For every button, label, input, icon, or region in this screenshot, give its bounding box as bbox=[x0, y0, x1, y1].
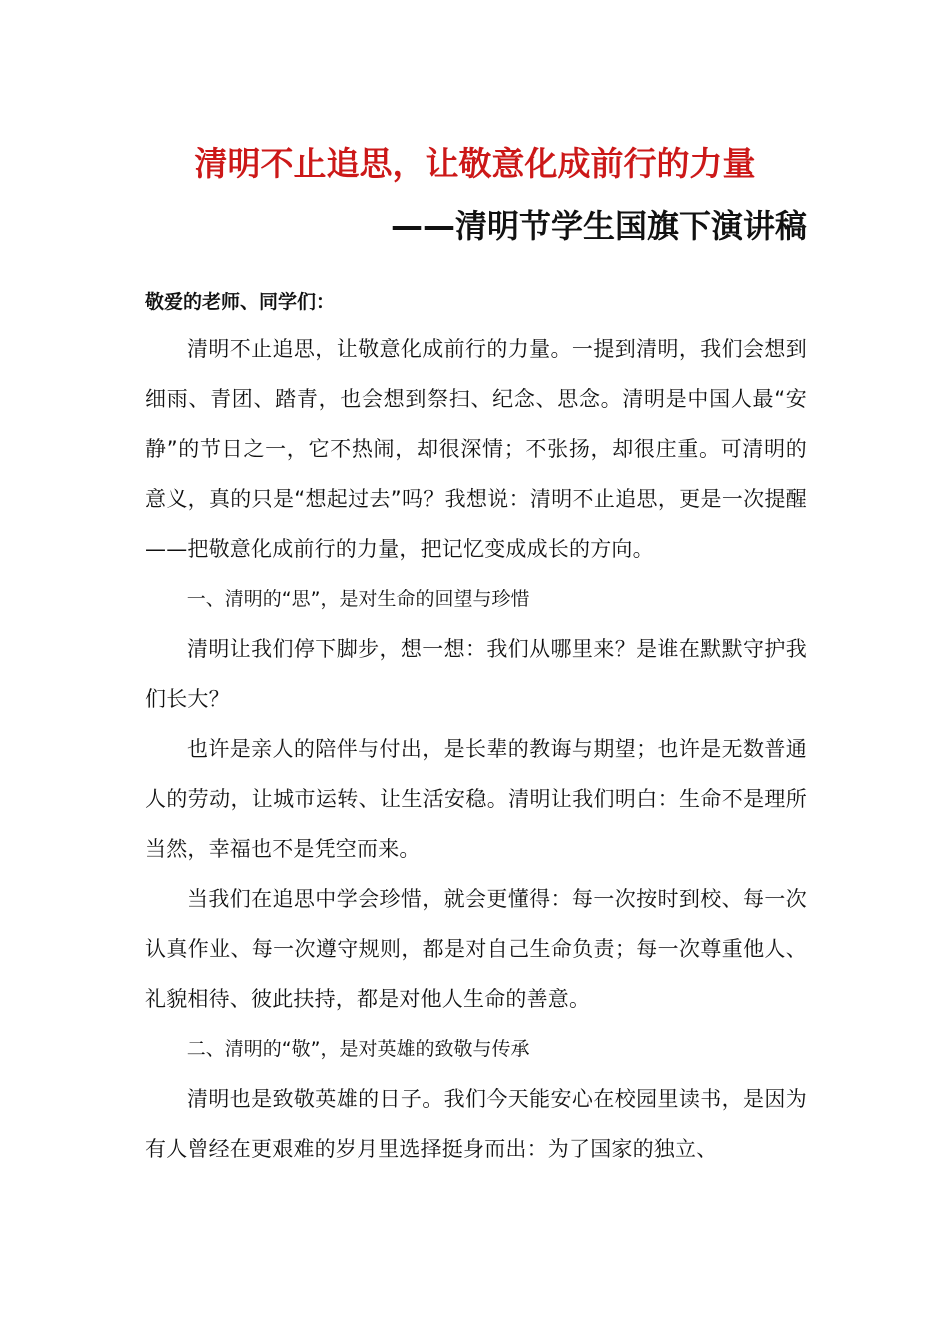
document-subtitle: ——清明节学生国旗下演讲稿 bbox=[390, 207, 807, 245]
paragraph: 清明让我们停下脚步，想一想：我们从哪里来？是谁在默默守护我们长大？ bbox=[145, 637, 807, 711]
speech-body bbox=[145, 324, 807, 1174]
paragraph-intro: 清明不止追思，让敬意化成前行的力量。一提到清明，我们会想到细雨、青团、踏青，也会想到祭扫、纪念、思念。清明是中国人最“安静”的节日之一，它不热闹，却很深情；不张扬，却很庄重。可清明的意义，真的只是“想起过去”吗？我想说：清明不止追思，更是一次提醒——把敬意化成前行的力量，把记忆变成成长的方向。 bbox=[145, 337, 807, 561]
paragraph: 也许是亲人的陪伴与付出，是长辈的教诲与期望；也许是无数普通人的劳动，让城市运转、让生活安稳。清明让我们明白：生命不是理所当然，幸福也不是凭空而来。 bbox=[145, 737, 807, 861]
paragraph: 当我们在追思中学会珍惜，就会更懂得：每一次按时到校、每一次认真作业、每一次遵守规则，都是对自己生命负责；每一次尊重他人、礼貌相待、彼此扶持，都是对他人生命的善意。 bbox=[145, 887, 807, 1011]
section-heading-2: 二、清明的“敬”，是对英雄的致敬与传承 bbox=[186, 1038, 530, 1060]
section-heading-1: 一、清明的“思”，是对生命的回望与珍惜 bbox=[186, 588, 530, 610]
document-title: 清明不止追思，让敬意化成前行的力量 bbox=[194, 144, 756, 183]
paragraph: 清明也是致敬英雄的日子。我们今天能安心在校园里读书，是因为有人曾经在更艰难的岁月里选择挺身而出：为了国家的独立、 bbox=[145, 1087, 807, 1161]
salutation: 敬爱的老师、同学们： bbox=[145, 291, 336, 313]
